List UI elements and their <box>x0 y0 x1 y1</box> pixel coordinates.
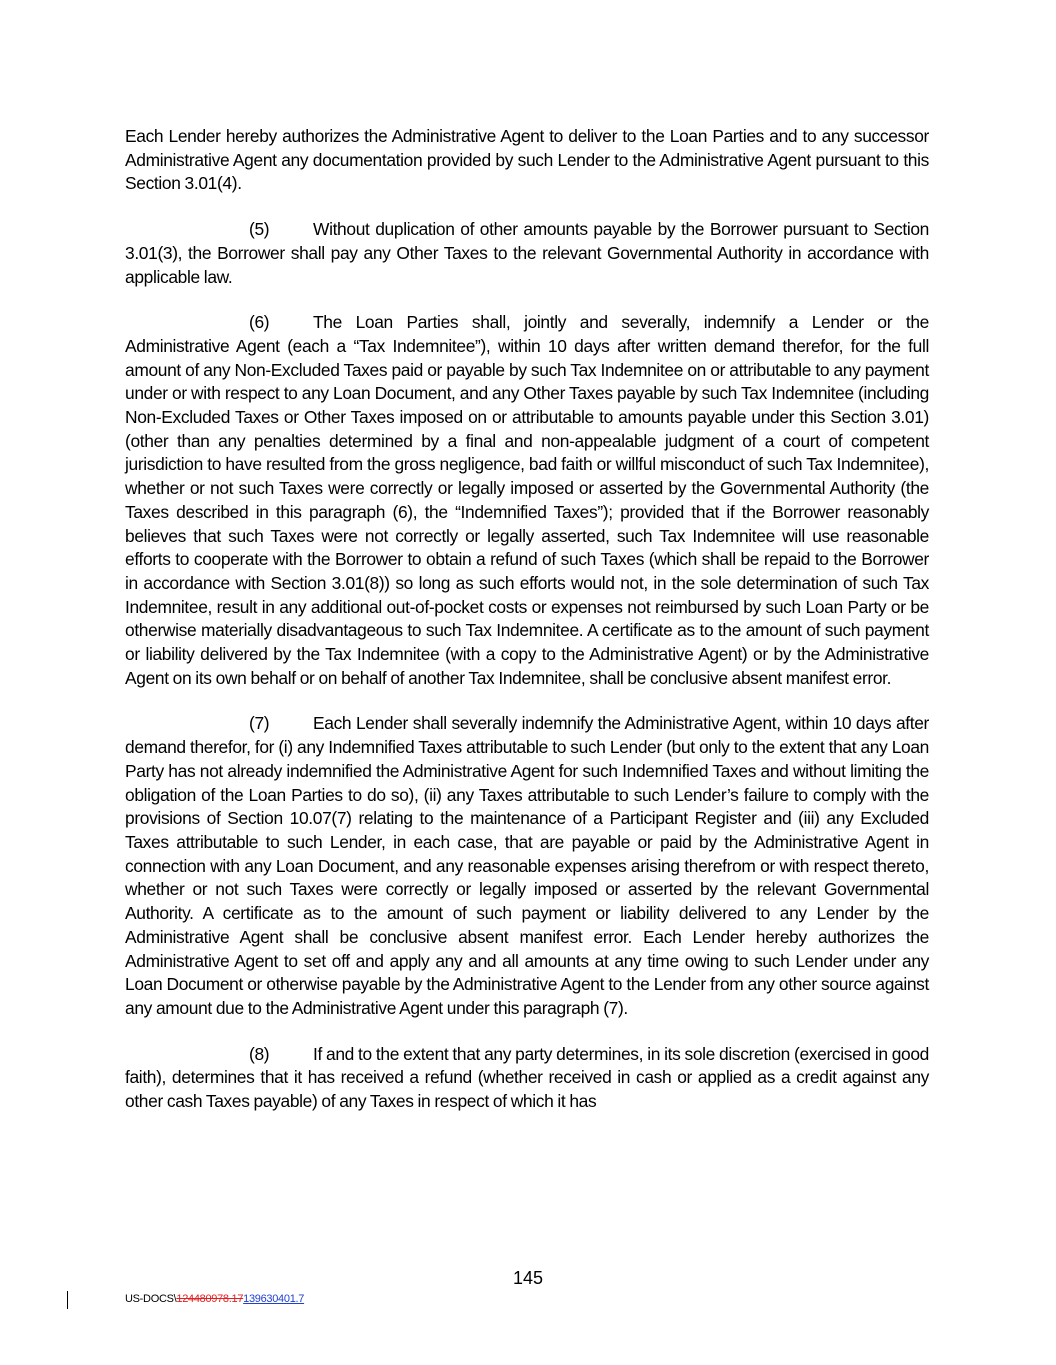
paragraph-authorization <box>125 125 929 196</box>
paragraph-6 <box>125 311 929 690</box>
paragraph-text: The Loan Parties shall, jointly and severally, indemnify a Lender or the Administrative Agent (each a “Tax Indemnitee”), within 10 days after written demand therefor, for the full amount of any Non-Excluded Taxes paid or payable by such Tax Indemnitee on or attributable to any payment under or with respect to any Loan Document, and any Other Taxes payable by such Tax Indemnitee (including Non-Excluded Taxes or Other Taxes imposed on or attributable to amounts payable under this Section 3.01) (other than any penalties determined by a final and non-appealable judgment of a court of competent jurisdiction to have resulted from the gross negligence, bad faith or willful misconduct of such Tax Indemnitee), whether or not such Taxes were correctly or legally imposed or asserted by the Governmental Authority (the Taxes described in this paragraph (6), the “Indemnified Taxes”); provided that if the Borrower reasonably believes that such Taxes were not correctly or legally asserted, such Tax Indemnitee will use reasonable efforts to cooperate with the Borrower to obtain a refund of such Taxes (which shall be repaid to the Borrower in accordance with Section 3.01(8)) so long as such efforts would not, in the sole determination of such Tax Indemnitee, result in any additional out-of-pocket costs or expenses not reimbursed by such Loan Party or be otherwise materially disadvantageous to such Tax Indemnitee. A certificate as to the amount of such payment or liability delivered by the Tax Indemnitee (with a copy to the Administrative Agent) or by the Administrative Agent on its own behalf or on behalf of another Tax Indemnitee, shall be conclusive absent manifest error. <box>125 312 929 688</box>
paragraph-text: Without duplication of other amounts payable by the Borrower pursuant to Section 3.01(3), the Borrower shall pay any Other Taxes to the relevant Governmental Authority in accordance with applicable law. <box>125 219 929 287</box>
paragraph-5 <box>125 218 929 289</box>
footer-prefix: US-DOCS\ <box>125 1293 177 1305</box>
paragraph-text: Each Lender shall severally indemnify the Administrative Agent, within 10 days after demand therefor, for (i) any Indemnified Taxes attributable to such Lender (but only to the extent that any Loan Party has not already indemnified the Administrative Agent for such Indemnified Taxes and without limiting the obligation of the Loan Parties to do so), (ii) any Taxes attributable to such Lender’s failure to comply with the provisions of Section 10.07(7) relating to the maintenance of a Participant Register and (iii) any Excluded Taxes attributable to such Lender, in each case, that are payable or paid by the Administrative Agent in connection with any Loan Document, and any reasonable expenses arising therefrom or with respect thereto, whether or not such Taxes were correctly or legally imposed or asserted by the relevant Governmental Authority. A certificate as to the amount of such payment or liability delivered to any Lender by the Administrative Agent shall be conclusive absent manifest error. Each Lender hereby authorizes the Administrative Agent to set off and apply any and all amounts at any time owing to such Lender under any Loan Document or otherwise payable by the Administrative Agent to the Lender from any other source against any amount due to the Administrative Agent under this paragraph (7). <box>125 713 929 1018</box>
paragraph-text: If and to the extent that any party determines, in its sole discretion (exercised in good faith), determines that it has received a refund (whether received in cash or applied as a credit against any other cash Taxes payable) of any Taxes in respect of which it has <box>125 1043 929 1112</box>
paragraph-number: (7) <box>249 713 270 734</box>
paragraph-7 <box>125 712 929 1020</box>
footer-deleted-doc-id: 124480978.17 <box>176 1293 244 1305</box>
paragraph-text: Each Lender hereby authorizes the Administrative Agent to deliver to the Loan Parties and to any successor Administrative Agent any documentation provided by such Lender to the Administrative Agent pursuant to this Section 3.01(4). <box>125 126 929 194</box>
document-footer <box>125 1293 304 1305</box>
paragraph-8 <box>125 1043 929 1114</box>
page-number: 145 <box>512 1268 544 1288</box>
paragraph-number: (8) <box>249 1043 270 1064</box>
paragraph-number: (5) <box>249 219 270 240</box>
document-body <box>125 125 929 1136</box>
paragraph-number: (6) <box>249 312 270 333</box>
footer-inserted-doc-id: 139630401.7 <box>243 1293 305 1305</box>
revision-change-bar <box>67 1291 68 1309</box>
